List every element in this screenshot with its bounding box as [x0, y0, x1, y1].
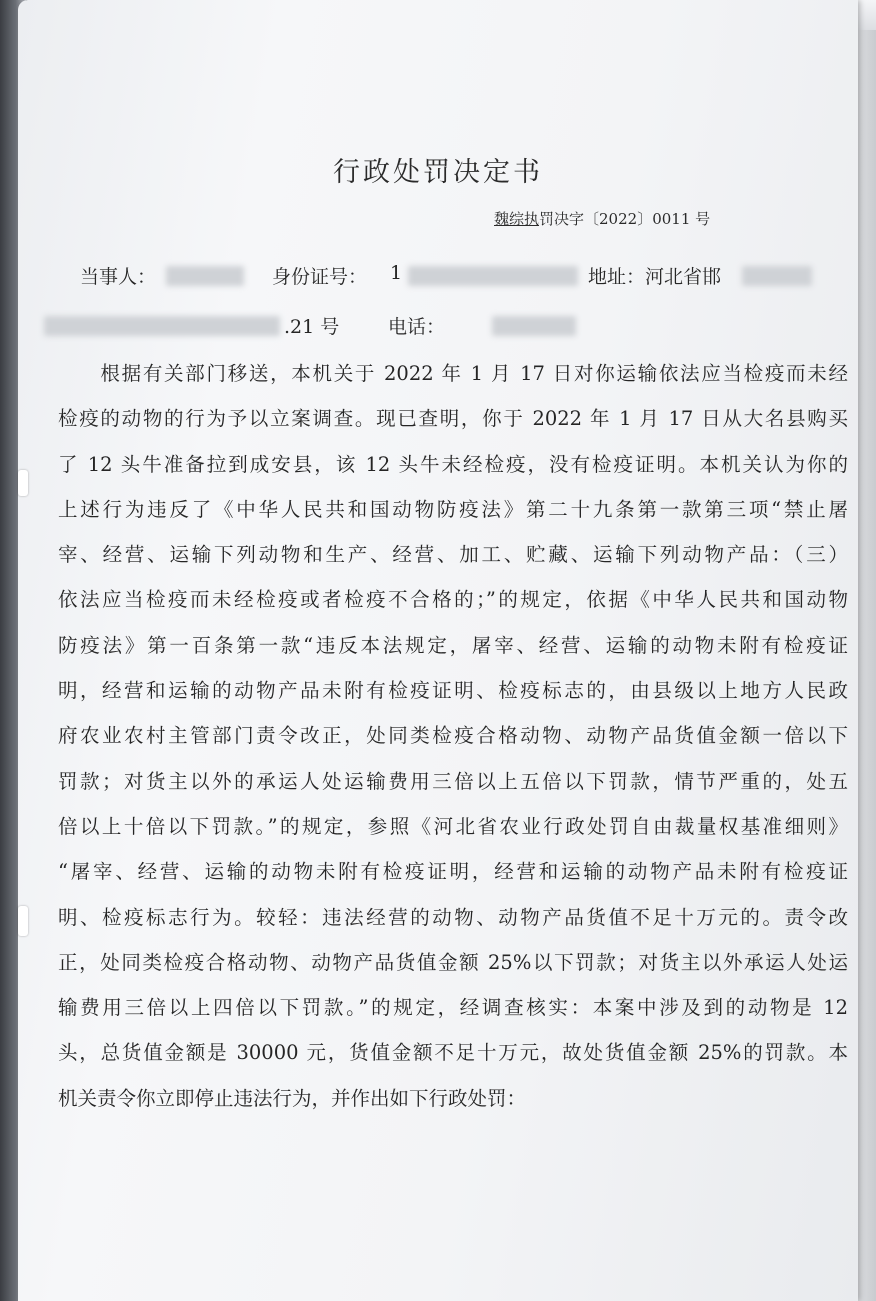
document-page: [18, 0, 858, 1301]
document-number-prefix: 魏综执: [494, 210, 540, 228]
document-number-rest: 罚决字〔2022〕0011 号: [539, 210, 711, 228]
body-line: 明，经营和运输的动物产品未附有检疫证明、检疫标志的，由县级以上地方人民政: [58, 679, 848, 703]
body-line: “屠宰、经营、运输的动物未附有检疫证明，经营和运输的动物产品未附有检疫证: [58, 860, 848, 884]
phone-label: 电话：: [388, 316, 446, 338]
body-line: 头，总货值金额是 30000 元，货值金额不足十万元，故处货值金额 25%的罚款。本: [58, 1041, 848, 1065]
body-line: 罚款；对货主以外的承运人处运输费用三倍以上五倍以下罚款，情节严重的，处五: [58, 769, 848, 793]
redacted-address: [742, 266, 812, 286]
address-end: .21 号: [284, 316, 340, 338]
body-line: 了 12 头牛准备拉到成安县，该 12 头牛未经检疫，没有检疫证明。本机关认为你的: [58, 452, 848, 476]
party-label: 当事人：: [80, 266, 157, 288]
body-line: 府农业农村主管部门责令改正，处同类检疫合格动物、动物产品货值金额一倍以下: [58, 724, 848, 748]
body-line: 宰、经营、运输下列动物和生产、经营、加工、贮藏、运输下列动物产品：（三）: [58, 543, 848, 567]
redacted-address-continued: [44, 316, 280, 336]
binding-thread: [18, 470, 28, 496]
address-label: 地址：河北省邯: [588, 266, 722, 288]
redacted-id-number: [408, 266, 578, 286]
body-line: 倍以上十倍以下罚款。”的规定，参照《河北省农业行政处罚自由裁量权基准细则》: [58, 814, 848, 838]
body-line: 依法应当检疫而未经检疫或者检疫不合格的；”的规定，依据《中华人民共和国动物: [58, 588, 848, 612]
binding-thread: [18, 906, 28, 936]
document-body: [58, 351, 848, 1121]
body-line: 输费用三倍以上四倍以下罚款。”的规定，经调查核实：本案中涉及到的动物是 12: [58, 996, 848, 1020]
body-line: 机关责令你立即停止违法行为，并作出如下行政处罚：: [58, 1086, 527, 1110]
body-line: 明、检疫标志行为。较轻：违法经营的动物、动物产品货值不足十万元的。责令改: [58, 905, 848, 929]
body-line: 上述行为违反了《中华人民共和国动物防疫法》第二十九条第一款第三项“禁止屠: [58, 497, 848, 521]
body-line: 检疫的动物的行为予以立案调查。现已查明，你于 2022 年 1 月 17 日从大名县购买: [58, 407, 848, 431]
document-number: [494, 208, 710, 229]
redacted-phone: [492, 316, 576, 336]
body-line: 正，处同类检疫合格动物、动物产品货值金额 25%以下罚款；对货主以外承运人处运: [58, 950, 848, 974]
document-title: 行政处罚决定书: [333, 157, 543, 188]
body-line: 根据有关部门移送，本机关于 2022 年 1 月 17 日对你运输依法应当检疫而未经: [58, 362, 848, 385]
redacted-name: [166, 266, 244, 286]
body-line: 防疫法》第一百条第一款“违反本法规定，屠宰、经营、运输的动物未附有检疫证: [58, 633, 848, 657]
id-number-start: 1: [390, 262, 403, 284]
id-label: 身份证号：: [272, 266, 368, 288]
